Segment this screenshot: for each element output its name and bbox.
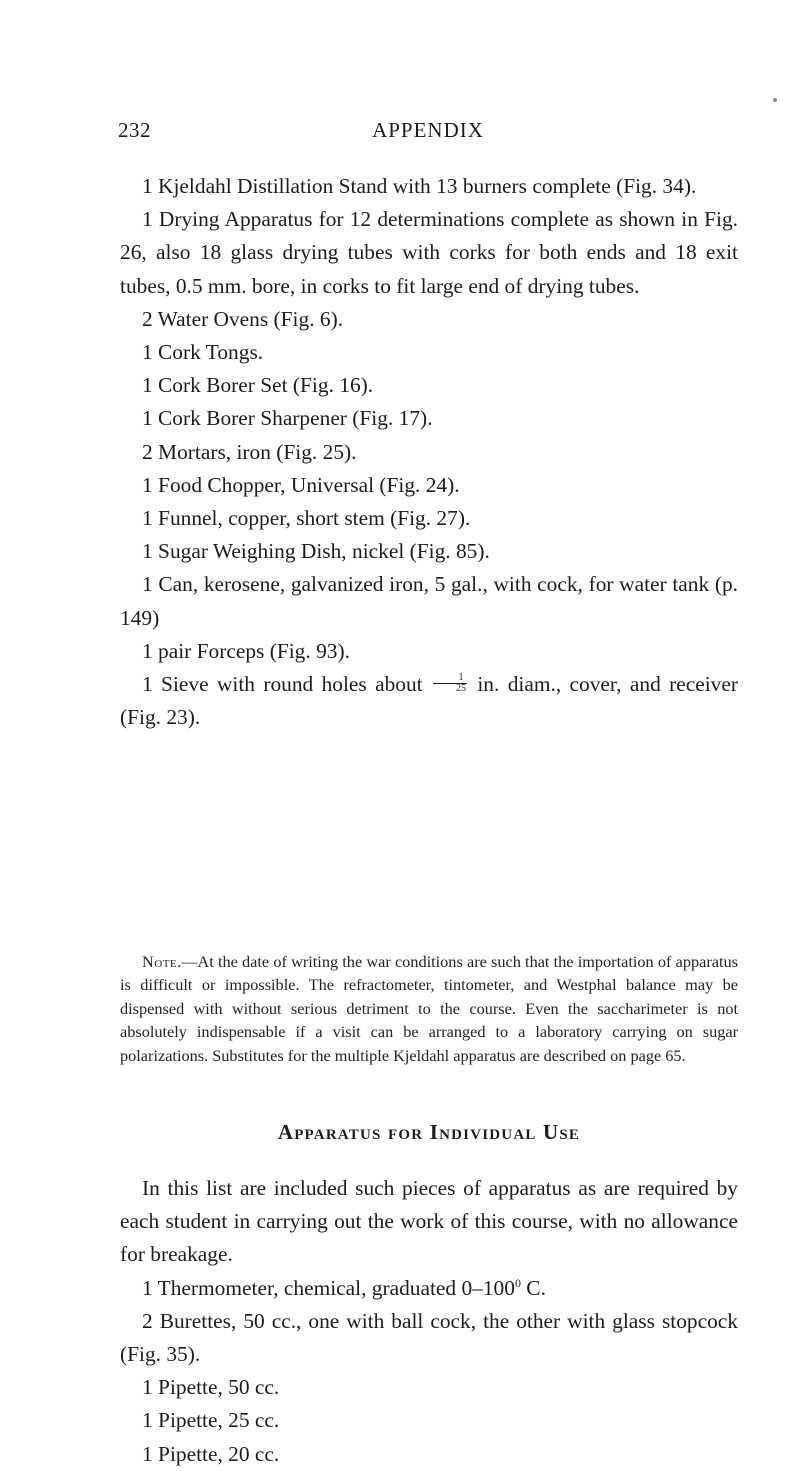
equipment-list bbox=[120, 170, 738, 734]
thermometer-text-before: 1 Thermometer, chemical, graduated 0–100 bbox=[142, 1275, 515, 1300]
list-item: 2 Burettes, 50 cc., one with ball cock, the other with glass stopcock (Fig. 35). bbox=[120, 1308, 738, 1367]
paper-speck bbox=[773, 98, 777, 102]
list-item: 1 Cork Tongs. bbox=[142, 340, 264, 365]
list-item: 1 Drying Apparatus for 12 determinations complete as shown in Fig. 26, also 18 glass drying tubes with corks for both ends and 18 exit tubes, 0.5 mm. bore, in corks to fit large end of drying tubes. bbox=[120, 207, 738, 298]
intro-paragraph: In this list are included such pieces of apparatus as are required by each student in carrying out the work of this course, with no allowance for breakage. bbox=[120, 1176, 738, 1267]
list-item: 2 Mortars, iron (Fig. 25). bbox=[142, 439, 357, 464]
fraction bbox=[433, 673, 467, 694]
note-paragraph bbox=[120, 950, 738, 1067]
list-item: 1 Food Chopper, Universal (Fig. 24). bbox=[142, 472, 460, 497]
list-item: 1 Can, kerosene, galvanized iron, 5 gal., with cock, for water tank (p. 149) bbox=[120, 572, 738, 630]
section-heading: Apparatus for Individual Use bbox=[277, 1120, 581, 1144]
list-item: 1 Cork Borer Sharpener (Fig. 17). bbox=[142, 406, 433, 431]
page-header bbox=[118, 118, 738, 150]
thermometer-text-after: C. bbox=[520, 1275, 546, 1300]
list-item: 1 Pipette, 50 cc. bbox=[142, 1375, 280, 1400]
sieve-text-before: 1 Sieve with round holes about bbox=[142, 672, 431, 697]
running-head: APPENDIX bbox=[372, 118, 484, 142]
list-item: 1 Pipette, 25 cc. bbox=[142, 1408, 280, 1433]
individual-apparatus-list bbox=[120, 1172, 738, 1471]
fraction-denominator: 25 bbox=[456, 682, 466, 694]
list-item: 1 Sugar Weighing Dish, nickel (Fig. 85). bbox=[142, 539, 490, 564]
page-number: 232 bbox=[118, 118, 151, 142]
list-item: 1 Funnel, copper, short stem (Fig. 27). bbox=[142, 506, 471, 531]
list-item: 2 Water Ovens (Fig. 6). bbox=[142, 306, 344, 331]
sieve-text-after: in. diam., cover, and receiver (Fig. 23). bbox=[120, 672, 738, 730]
list-item: 1 pair Forceps (Fig. 93). bbox=[142, 638, 350, 663]
list-item: 1 Cork Borer Set (Fig. 16). bbox=[142, 373, 374, 398]
list-item: 1 Kjeldahl Distillation Stand with 13 burners complete (Fig. 34). bbox=[142, 174, 697, 198]
degree-mark: 0 bbox=[514, 1275, 521, 1290]
list-item: 1 Pipette, 20 cc. bbox=[142, 1441, 280, 1466]
note-label: Note bbox=[142, 952, 178, 971]
list-item-thermometer bbox=[120, 1272, 738, 1305]
list-item-sieve bbox=[120, 668, 738, 734]
fraction-numerator: 1 bbox=[433, 673, 467, 684]
note-text: .—At the date of writing the war conditions are such that the importation of apparatus is difficult or impossible. The refractometer, tintometer, and Westphal balance may be dispensed with without serious detriment to the course. Even the saccharimeter is not absolutely indispensable if a visit can be arranged to a laboratory carrying on sugar polarizations. Substitutes for the multiple Kjeldahl apparatus are described on page 65. bbox=[120, 952, 738, 1065]
